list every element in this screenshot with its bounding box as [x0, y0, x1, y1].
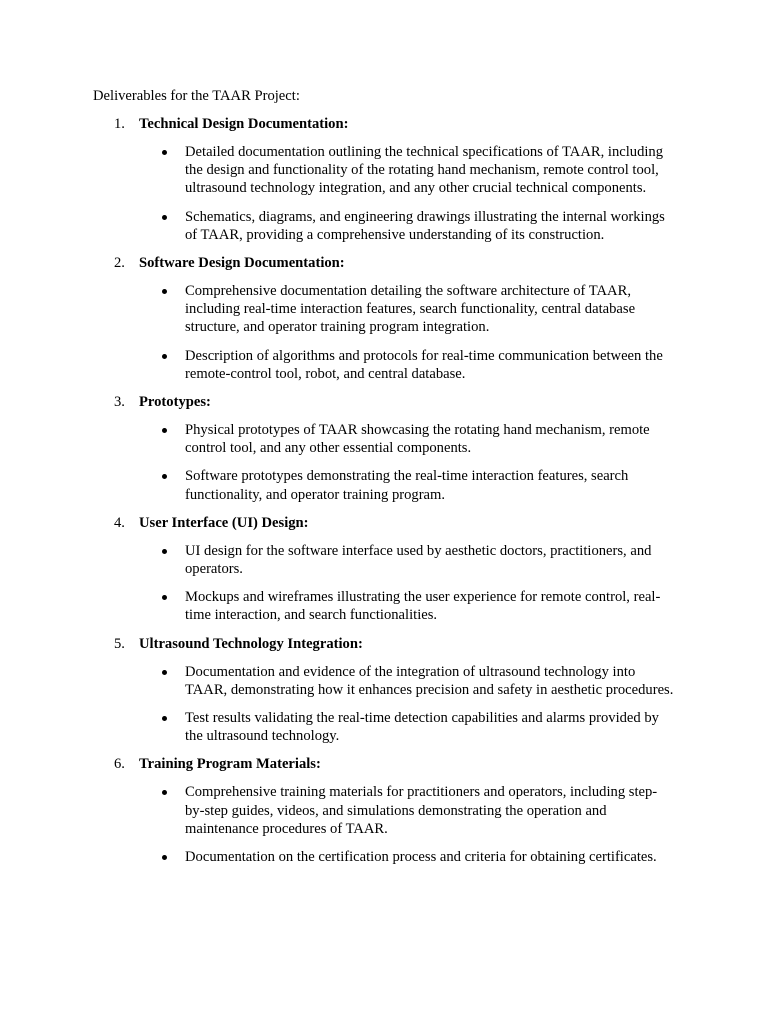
- list-item: [0, 282, 768, 337]
- bullet-icon: [162, 855, 167, 860]
- list-item: [0, 208, 768, 244]
- list-item: [0, 542, 768, 578]
- list-item: [0, 467, 768, 503]
- bullet-icon: [162, 790, 167, 795]
- list-item: [0, 848, 768, 866]
- bullet-list: [0, 663, 768, 746]
- section-number: 6.: [114, 756, 125, 773]
- list-item: [0, 421, 768, 457]
- deliverable-section: [0, 393, 768, 504]
- deliverable-section: [0, 115, 768, 244]
- section-heading: [0, 755, 768, 773]
- bullet-text: Comprehensive documentation detailing the software architecture of TAAR, including real-time interaction features, search functionality, central database structure, and operator training program integration.: [185, 283, 636, 336]
- bullet-icon: [162, 595, 167, 600]
- deliverable-section: [0, 254, 768, 383]
- section-heading: [0, 254, 768, 272]
- section-heading: [0, 635, 768, 653]
- bullet-list: [0, 282, 768, 383]
- section-title: Prototypes:: [139, 394, 211, 411]
- list-item: [0, 663, 768, 699]
- bullet-icon: [162, 215, 167, 220]
- bullet-icon: [162, 428, 167, 433]
- bullet-text: Schematics, diagrams, and engineering drawings illustrating the internal workings of TAAR, providing a comprehensive understanding of its construction.: [185, 208, 665, 243]
- bullet-icon: [162, 549, 167, 554]
- deliverable-section: [0, 635, 768, 746]
- section-heading: [0, 393, 768, 411]
- section-number: 5.: [114, 635, 125, 652]
- bullet-icon: [162, 474, 167, 479]
- bullet-text: Description of algorithms and protocols for real-time communication between the remote-control tool, robot, and central database.: [185, 347, 663, 382]
- bullet-text: Comprehensive training materials for practitioners and operators, including step-by-step guides, videos, and simulations demonstrating the operation and maintenance procedures of TAAR.: [185, 784, 658, 837]
- bullet-icon: [162, 670, 167, 675]
- section-title: Training Program Materials:: [139, 756, 321, 773]
- section-heading: [0, 514, 768, 532]
- list-item: [0, 347, 768, 383]
- bullet-text: Documentation on the certification process and criteria for obtaining certificates.: [185, 849, 657, 866]
- bullet-list: [0, 542, 768, 625]
- list-item: [0, 783, 768, 838]
- list-item: [0, 143, 768, 198]
- document-intro: Deliverables for the TAAR Project:: [93, 88, 300, 104]
- bullet-list: [0, 421, 768, 504]
- bullet-icon: [162, 354, 167, 359]
- list-item: [0, 709, 768, 745]
- bullet-list: [0, 143, 768, 244]
- deliverables-list: [0, 115, 768, 876]
- bullet-text: Mockups and wireframes illustrating the user experience for remote control, real-time interaction, and search functionalities.: [185, 589, 661, 624]
- bullet-text: UI design for the software interface used by aesthetic doctors, practitioners, and operators.: [185, 542, 652, 578]
- bullet-text: Detailed documentation outlining the technical specifications of TAAR, including the design and functionality of the rotating hand mechanism, remote control tool, ultrasound technology integration, and any other crucial technical components.: [185, 144, 664, 197]
- bullet-text: Documentation and evidence of the integration of ultrasound technology into TAAR, demonstrating how it enhances precision and safety in aesthetic procedures.: [185, 663, 674, 698]
- section-heading: [0, 115, 768, 133]
- bullet-text: Physical prototypes of TAAR showcasing the rotating hand mechanism, remote control tool, and any other essential components.: [185, 422, 650, 457]
- section-number: 3.: [114, 394, 125, 411]
- deliverable-section: [0, 755, 768, 866]
- section-title: Software Design Documentation:: [139, 255, 345, 272]
- section-title: Technical Design Documentation:: [139, 116, 349, 132]
- bullet-icon: [162, 289, 167, 294]
- bullet-icon: [162, 150, 167, 155]
- section-title: Ultrasound Technology Integration:: [139, 635, 363, 652]
- section-title: User Interface (UI) Design:: [139, 514, 309, 531]
- section-number: 4.: [114, 514, 125, 531]
- bullet-text: Test results validating the real-time detection capabilities and alarms provided by the ultrasound technology.: [185, 710, 659, 745]
- section-number: 1.: [114, 116, 125, 132]
- deliverable-section: [0, 514, 768, 625]
- list-item: [0, 588, 768, 624]
- bullet-list: [0, 783, 768, 866]
- bullet-text: Software prototypes demonstrating the real-time interaction features, search functionality, and operator training program.: [185, 468, 629, 503]
- bullet-icon: [162, 716, 167, 721]
- section-number: 2.: [114, 255, 125, 272]
